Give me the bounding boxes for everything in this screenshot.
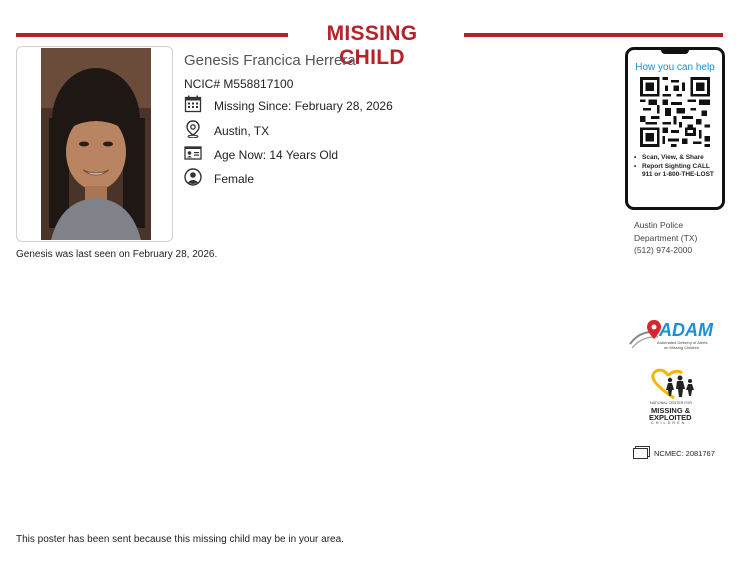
agency-name-line1: Austin Police	[634, 220, 684, 230]
help-title: How you can help	[635, 62, 715, 73]
header-rule-right	[464, 33, 723, 37]
police-contact	[634, 219, 697, 257]
ncmec-line-2: MISSING &	[651, 406, 691, 415]
agency-phone[interactable]: (512) 974-2000	[634, 245, 693, 255]
adam-logo	[628, 320, 720, 354]
age-row	[184, 146, 339, 164]
gender-row	[184, 170, 255, 188]
adam-tagline: Automated Delivery of Alerts	[657, 340, 708, 345]
ncmec-case-row	[633, 446, 715, 461]
adam-tagline-2: on Missing Children	[664, 345, 700, 350]
ncmec-logo	[646, 368, 704, 428]
last-seen-text: Genesis was last seen on February 28, 2026.	[16, 249, 218, 260]
help-list	[634, 154, 722, 180]
ncmec-line-3: EXPLOITED	[649, 413, 692, 422]
ncmec-case-number: NCMEC: 2081767	[654, 449, 715, 458]
help-phone-panel	[625, 47, 725, 210]
person-icon	[184, 168, 202, 191]
age-now: Age Now: 14 Years Old	[214, 148, 339, 162]
phone-notch	[661, 49, 689, 54]
gender: Female	[214, 172, 255, 186]
poster-title: MISSING CHILD	[326, 22, 418, 69]
header-rule-left	[16, 33, 288, 37]
footer-note: This poster has been sent because this missing child may be in your area.	[16, 534, 344, 545]
child-name: Genesis Francica Herrera	[184, 52, 356, 69]
ncmec-line-4: CHILDREN	[651, 421, 687, 425]
help-item: • Scan, View, & Share	[634, 154, 722, 163]
location: Austin, TX	[214, 124, 270, 138]
id-card-icon	[184, 144, 202, 167]
agency-name-line2: Department (TX)	[634, 232, 698, 243]
missing-since-row	[184, 97, 393, 115]
missing-since: Missing Since: February 28, 2026	[214, 99, 393, 113]
folder-icon	[633, 446, 650, 461]
help-item: • Report Sighting CALL 911 or 1-800-THE-LOST	[634, 163, 722, 180]
ncic-number: NCIC# M558817100	[184, 77, 294, 91]
ncmec-line-1: NATIONAL CENTER FOR	[650, 401, 692, 405]
child-photo	[41, 48, 151, 240]
child-photo-frame	[16, 46, 173, 242]
location-pin-icon	[184, 120, 202, 143]
qr-code[interactable]	[640, 77, 710, 147]
calendar-icon	[184, 95, 202, 118]
adam-wordmark: ADAM	[659, 320, 713, 340]
location-row	[184, 122, 270, 140]
